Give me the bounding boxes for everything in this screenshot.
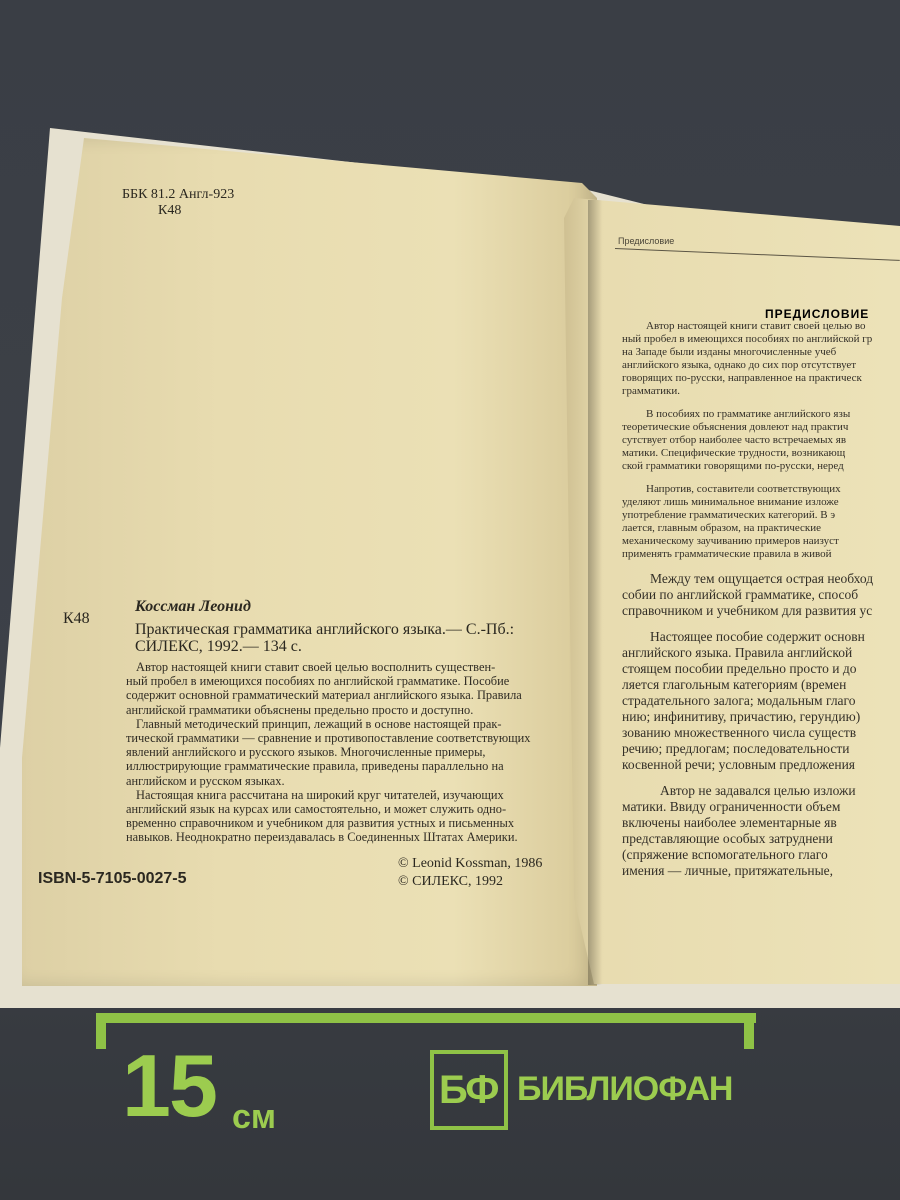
preface-line: говорящих по-русски, направленное на практическ bbox=[622, 372, 862, 384]
preface-line: сутствует отбор наиболее часто встречаемых яв bbox=[622, 434, 847, 446]
preface-line: применять грамматические правила в живой bbox=[622, 548, 832, 560]
abstract-line: навыков. Неоднократно переиздавалась в Соединенных Штатах Америки. bbox=[126, 830, 518, 845]
preface-line: матики. Ввиду ограниченности объем bbox=[622, 799, 841, 814]
preface-line: Между тем ощущается острая необход bbox=[650, 571, 874, 586]
preface-line: механическому заучиванию примеров наизуст bbox=[622, 535, 839, 547]
preface-line: ской грамматики говорящими по-русски, неред bbox=[622, 460, 844, 472]
k48-top-code: К48 bbox=[158, 203, 182, 218]
abstract-line: временно справочником и учебником для развития устных и письменных bbox=[126, 816, 515, 831]
copyright-author: © Leonid Kossman, 1986 bbox=[398, 856, 543, 871]
abstract-line: Главный методический принцип, лежащий в основе настоящей прак- bbox=[136, 716, 502, 731]
preface-line: английского языка, однако до сих пор отсутствует bbox=[622, 359, 857, 371]
ruler-left-tick bbox=[96, 1013, 106, 1049]
ruler-unit: см bbox=[232, 1098, 277, 1136]
preface-line: Автор настоящей книги ставит своей целью во bbox=[646, 320, 866, 332]
preface-line: зованию множественного числа существ bbox=[622, 725, 857, 740]
preface-body bbox=[622, 320, 900, 879]
preface-title: ПРЕДИСЛОВИЕ bbox=[765, 307, 870, 321]
preface-line: ляется глагольным категориям (времен bbox=[622, 677, 847, 692]
preface-line: употребление грамматических категорий. В э bbox=[622, 509, 836, 521]
isbn: ISBN-5-7105-0027-5 bbox=[38, 870, 187, 887]
preface-line: косвенной речи; условным предложения bbox=[622, 757, 856, 772]
brand-logo-text: БФ bbox=[439, 1068, 498, 1112]
preface-line: включены наиболее элементарные яв bbox=[622, 815, 837, 830]
preface-line: английского языка. Правила английской bbox=[622, 645, 853, 660]
running-head: Предисловие bbox=[618, 236, 675, 246]
preface-line: страдательного залога; модальным глаго bbox=[622, 693, 856, 708]
ruler-bar bbox=[96, 1013, 756, 1023]
author-name: Коссман Леонид bbox=[135, 598, 251, 615]
copyright-publisher: © СИЛЕКС, 1992 bbox=[398, 874, 503, 889]
abstract-line: Автор настоящей книги ставит своей целью восполнить существен- bbox=[136, 660, 496, 674]
preface-line: стоящем пособии предельно просто и до bbox=[622, 661, 857, 676]
preface-line: собии по английской грамматике, способ bbox=[622, 587, 859, 602]
book-gutter bbox=[588, 200, 602, 985]
preface-line: справочником и учебником для развития ус bbox=[622, 603, 873, 618]
preface-line: ный пробел в имеющихся пособиях по английской гр bbox=[622, 333, 873, 345]
preface-line: представляющие особых затруднени bbox=[622, 831, 833, 846]
publisher-info: СИЛЕКС, 1992.— 134 с. bbox=[135, 638, 302, 655]
abstract-line: английской грамматики объяснены предельно просто и доступно. bbox=[126, 702, 474, 717]
preface-line: Напротив, составители соответствующих bbox=[646, 483, 841, 495]
preface-line: на Западе были изданы многочисленные учеб bbox=[622, 346, 837, 358]
ruler-number: 15 bbox=[122, 1036, 216, 1135]
abstract-block bbox=[126, 660, 566, 845]
preface-line: (спряжение вспомогательного глаго bbox=[622, 847, 828, 862]
ruler-right-tick bbox=[744, 1013, 754, 1049]
abstract-line: ный пробел в имеющихся пособиях по английской грамматике. Пособие bbox=[126, 674, 510, 689]
abstract-line: английском и русском языках. bbox=[126, 773, 285, 788]
book-title: Практическая грамматика английского языка.— С.-Пб.: bbox=[135, 621, 515, 638]
abstract-line: Настоящая книга рассчитана на широкий круг читателей, изучающих bbox=[136, 787, 504, 802]
brand-name: БИБЛИОФАН bbox=[517, 1070, 733, 1108]
preface-line: Автор не задавался целью изложи bbox=[660, 783, 856, 798]
preface-line: имения — личные, притяжательные, bbox=[622, 863, 834, 878]
preface-line: речию; предлогам; последовательности bbox=[622, 741, 850, 756]
preface-line: Настоящее пособие содержит основн bbox=[650, 629, 865, 644]
abstract-line: тической грамматики — сравнение и противопоставление соответствующих bbox=[126, 731, 531, 746]
k48-code: К48 bbox=[63, 610, 90, 627]
preface-line: теоретические объяснения довлеют над практич bbox=[622, 421, 849, 433]
abstract-line: иллюстрирующие грамматические правила, приведены параллельно на bbox=[126, 759, 504, 774]
abstract-line: английский язык на курсах или самостоятельно, и может служить одно- bbox=[126, 802, 507, 817]
preface-line: нию; инфинитиву, причастию, герундию) bbox=[622, 709, 861, 724]
preface-line: грамматики. bbox=[622, 385, 681, 397]
preface-line: уделяют лишь минимальное внимание изложе bbox=[622, 496, 839, 508]
abstract-line: явлений английского и русского языков. Многочисленные примеры, bbox=[126, 745, 486, 760]
preface-line: лается, главным образом, на практические bbox=[622, 522, 822, 534]
preface-line: В пособиях по грамматике английского язы bbox=[646, 408, 851, 420]
bbk-code: ББК 81.2 Англ-923 bbox=[122, 187, 235, 202]
preface-line: матики. Специфические трудности, возникающ bbox=[622, 447, 846, 459]
abstract-line: содержит основной грамматический материал английского языка. Правила bbox=[126, 688, 522, 703]
